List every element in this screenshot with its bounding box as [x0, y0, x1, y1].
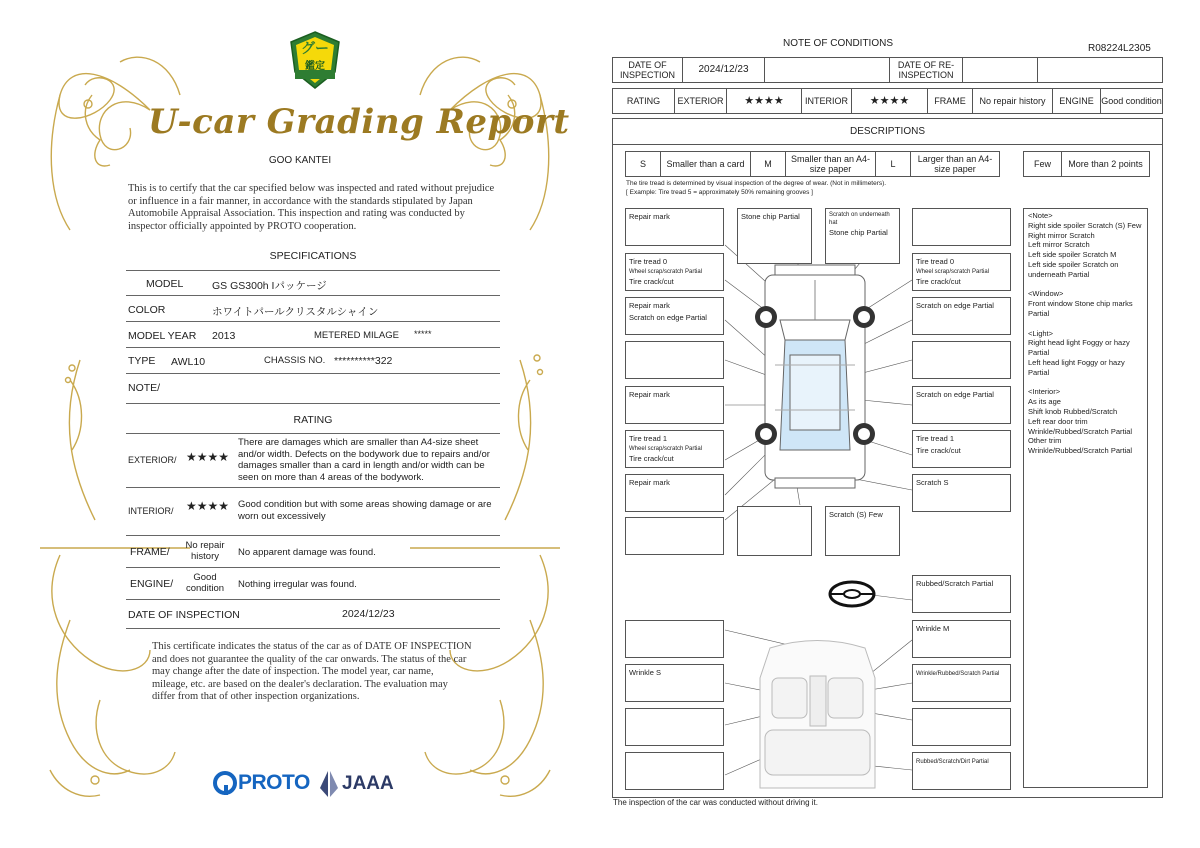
- damage-text: Stone chip Partial: [829, 228, 888, 237]
- frame-label: FRAME/: [130, 546, 170, 558]
- engine-row: [126, 569, 500, 600]
- damage-box-left-front-door: [625, 341, 724, 379]
- legend-m-desc: Smaller than an A4-size paper: [786, 152, 876, 176]
- badge-kanji: 鑑定: [305, 61, 325, 72]
- damage-text: Tire tread 0: [629, 257, 668, 266]
- damage-text: Wrinkle S: [629, 668, 661, 677]
- note-row: [126, 375, 500, 404]
- note-line: <Light>: [1028, 328, 1054, 338]
- damage-text: Tire crack/cut: [916, 446, 961, 455]
- damage-text: Tire tread 0: [916, 257, 955, 266]
- damage-box-rear-door-trim: [912, 752, 1011, 790]
- certificate-intro: This is to certify that the car specified below was inspected and rated without prejudice or influence in a fair manner, in accordance with the standards stipulated by Japan Automobile Appraisal Association. This inspection and rating was conducted by inspector officially appointed by PROTO cooperation.: [128, 183, 495, 232]
- damage-box-trunk: [737, 506, 812, 556]
- note-line: [1028, 378, 1143, 388]
- specifications-title: SPECIFICATIONS: [269, 250, 357, 262]
- legend-m: M: [751, 152, 786, 176]
- date-label: DATE OF INSPECTION: [613, 58, 683, 82]
- note-line: <Note>: [1028, 211, 1053, 220]
- steering-wheel-icon: [828, 580, 876, 608]
- exterior-stars: ★★★★: [727, 89, 802, 113]
- damage-text: Tire crack/cut: [916, 277, 961, 286]
- jaaa-logo-text: JAAA: [342, 773, 394, 794]
- damage-text: Repair mark: [629, 301, 670, 310]
- rating-label: RATING: [613, 89, 675, 113]
- badge-text: グー: [301, 40, 329, 56]
- damage-text: Rubbed/Scratch Partial: [916, 579, 994, 588]
- front-left-tire-icon: [753, 304, 779, 330]
- divider: [126, 433, 500, 434]
- type-label: TYPE: [128, 355, 156, 367]
- damage-box-right-dash: [912, 620, 1011, 658]
- rear-right-tire-icon: [851, 421, 877, 447]
- front-right-tire-icon: [851, 304, 877, 330]
- damage-box-front-lip: [825, 208, 900, 264]
- damage-small-text: Rubbed/Scratch/Dirt Partial: [916, 759, 989, 765]
- sheet-title: NOTE OF CONDITIONS: [783, 38, 893, 49]
- note-line: Left side spoiler Scratch on underneath Partial: [1028, 259, 1119, 279]
- engine-value: Good condition: [1101, 96, 1162, 106]
- damage-box-front-bumper: [625, 208, 724, 246]
- model-value: GS GS300h Iパッケージ: [212, 280, 327, 292]
- note-line: Left rear door trim Wrinkle/Rubbed/Scratch Partial: [1028, 416, 1133, 436]
- damage-box-hood: [737, 208, 812, 264]
- exterior-description: There are damages which are smaller than A4-size sheet and/or width. Defects on the bodywork due to repairs and/or damages smaller than a card in length and/or width can be seen on more than 4 areas of the bodywork.: [238, 437, 490, 483]
- damage-box-right-fender: [912, 297, 1011, 335]
- damage-text: Scratch on edge Partial: [916, 390, 994, 399]
- interior-label: INTERIOR: [802, 89, 852, 113]
- metered-milage-label: METERED MILAGE: [314, 330, 399, 341]
- rating-title: RATING: [293, 414, 333, 426]
- damage-box-dashboard: [625, 620, 724, 658]
- model-year-row: [126, 323, 500, 348]
- damage-text: Scratch S: [916, 478, 949, 487]
- chassis-value: **********322: [334, 355, 393, 367]
- damage-box-right-quarter: [912, 474, 1011, 512]
- damage-box-rear-bumper: [825, 506, 900, 556]
- damage-text: Scratch (S) Few: [829, 510, 883, 519]
- note-line: Left mirror Scratch: [1028, 240, 1090, 250]
- engine-label: ENGINE/: [130, 578, 174, 590]
- date-label: DATE OF INSPECTION: [128, 609, 240, 621]
- type-row: [126, 349, 500, 374]
- exterior-stars: ★★★★: [186, 450, 230, 464]
- note-line: Right side spoiler Scratch (S) Few: [1028, 220, 1142, 230]
- damage-text: Tire crack/cut: [629, 277, 674, 286]
- damage-box-front-right: [912, 208, 1011, 246]
- sheet-footer: The inspection of the car was conducted without driving it.: [613, 798, 818, 807]
- damage-small-text: Wheel scrap/scratch Partial: [629, 269, 703, 275]
- color-label: COLOR: [128, 304, 166, 316]
- metered-milage-value: *****: [414, 329, 432, 339]
- damage-small-text: Scratch on underneath hat: [829, 212, 890, 226]
- damage-text: Scratch on edge Partial: [916, 301, 994, 310]
- damage-box-front-left-tire: [625, 253, 724, 291]
- interior-label: INTERIOR/: [128, 506, 174, 516]
- damage-text: Wrinkle M: [916, 624, 950, 633]
- note-line: Right mirror Scratch: [1028, 230, 1095, 240]
- interior-stars: ★★★★: [852, 89, 928, 113]
- jaaa-logo-icon: [318, 770, 340, 798]
- damage-box-driver-seat: [625, 664, 724, 702]
- note-line: <Window>: [1028, 289, 1064, 299]
- exterior-row: [126, 435, 500, 488]
- note-line: Front window Stone chip marks Partial: [1028, 299, 1133, 318]
- note-line: As its age: [1028, 397, 1061, 407]
- exterior-label: EXTERIOR/: [128, 455, 177, 465]
- note-label: NOTE/: [128, 382, 161, 394]
- note-of-conditions-sheet: [600, 0, 1200, 848]
- legend-l: L: [876, 152, 911, 176]
- model-row: [126, 272, 500, 296]
- notes-panel: [1023, 208, 1148, 788]
- damage-box-center-console: [625, 708, 724, 746]
- legend-l-desc: Larger than an A4-size paper: [917, 154, 993, 174]
- model-year-value: 2013: [212, 330, 236, 342]
- damage-small-text: Wheel scrap/scratch Partial: [629, 446, 703, 452]
- damage-box-rear-seat: [625, 752, 724, 790]
- damage-text: Repair mark: [629, 390, 670, 399]
- damage-text: Stone chip Partial: [741, 212, 800, 221]
- model-label: MODEL: [146, 278, 184, 290]
- date-value: 2024/12/23: [342, 608, 395, 620]
- color-row: [126, 297, 500, 322]
- damage-box-right-front-door: [912, 341, 1011, 379]
- damage-box-rear-left-tire: [625, 430, 724, 468]
- damage-box-passenger-seat: [912, 708, 1011, 746]
- car-interior-diagram: [750, 638, 885, 798]
- descriptions-title: DESCRIPTIONS: [849, 126, 925, 137]
- damage-box-steering: [912, 575, 1011, 613]
- damage-box-rear-left: [625, 517, 724, 555]
- engine-value: Good condition: [185, 572, 225, 594]
- date-value: 2024/12/23: [683, 58, 765, 82]
- chassis-label: CHASSIS NO.: [264, 355, 326, 366]
- legend-few: Few: [1024, 152, 1062, 176]
- legend-few-desc: More than 2 points: [1068, 159, 1143, 169]
- exterior-label: EXTERIOR: [675, 89, 727, 113]
- car-top-view-diagram: [755, 260, 875, 490]
- damage-small-text: Wheel scrap/scratch Partial: [916, 269, 990, 275]
- date-of-inspection-row: [126, 601, 500, 629]
- reference-number: R08224L2305: [1088, 43, 1151, 54]
- damage-text: Tire tread 1: [629, 434, 668, 443]
- notes-list: [1028, 211, 1143, 456]
- damage-box-front-door-trim: [912, 664, 1011, 702]
- note-line: Left head light Foggy or hazy Partial: [1028, 357, 1125, 377]
- certificate-subtitle: GOO KANTEI: [268, 155, 332, 166]
- damage-box-right-rear-door: [912, 386, 1011, 424]
- note-line: Left side spoiler Scratch M: [1028, 250, 1117, 260]
- note-line: <Interior>: [1028, 387, 1061, 397]
- tire-note: The tire tread is determined by visual inspection of the degree of wear. (Not in millimeters).: [626, 180, 887, 187]
- damage-text: Tire crack/cut: [629, 454, 674, 463]
- note-line: Other trim Wrinkle/Rubbed/Scratch Partial: [1028, 436, 1133, 456]
- legend-s-desc: Smaller than a card: [661, 152, 751, 176]
- divider: [126, 270, 500, 271]
- frame-value: No repair history: [973, 89, 1053, 113]
- color-value: ホワイトパールクリスタルシャイン: [212, 306, 379, 318]
- proto-logo-icon: [212, 770, 238, 796]
- interior-description: Good condition but with some areas showing damage or are worn out excessively: [238, 499, 492, 522]
- proto-logo-text: PROTO: [238, 771, 310, 794]
- certificate-footer: This certificate indicates the status of the car as of DATE OF INSPECTION and does not guarantee the quality of the car onwards. The status of the car may change after the date of inspection. The model year, car name, mileage, etc. are based on the dealer's declaration. The evaluation may differ from that of other inspection organizations.: [152, 641, 472, 702]
- type-value: AWL10: [171, 356, 206, 368]
- reinspection-label: DATE OF RE-INSPECTION: [889, 58, 963, 82]
- damage-text: Repair mark: [629, 212, 670, 221]
- legend-s: S: [626, 152, 661, 176]
- frame-description: No apparent damage was found.: [238, 547, 376, 558]
- damage-small-text: Wrinkle/Rubbed/Scratch Partial: [916, 671, 1000, 677]
- damage-text: Tire tread 1: [916, 434, 955, 443]
- frame-label: FRAME: [928, 89, 973, 113]
- damage-box-left-rear-door: [625, 386, 724, 424]
- damage-box-left-fender: [625, 297, 724, 335]
- certificate-title: U-car Grading Report: [148, 102, 570, 142]
- damage-box-front-right-tire: [912, 253, 1011, 291]
- damage-text: Scratch on edge Partial: [629, 313, 707, 322]
- frame-row: [126, 537, 500, 568]
- note-line: Shift knob Rubbed/Scratch: [1028, 406, 1118, 416]
- frame-value: No repair history: [185, 540, 225, 562]
- damage-box-rear-right-tire: [912, 430, 1011, 468]
- note-line: Right head light Foggy or hazy Partial: [1028, 338, 1130, 358]
- model-year-label: MODEL YEAR: [128, 330, 197, 342]
- engine-label: ENGINE: [1053, 89, 1101, 113]
- note-line: [1028, 280, 1143, 290]
- damage-text: Repair mark: [629, 478, 670, 487]
- engine-description: Nothing irregular was found.: [238, 579, 357, 590]
- interior-row: [126, 489, 500, 536]
- note-line: [1028, 319, 1143, 329]
- rear-left-tire-icon: [753, 421, 779, 447]
- interior-stars: ★★★★: [186, 499, 230, 513]
- damage-box-left-quarter: [625, 474, 724, 512]
- tire-example: [ Example: Tire tread 5 = approximately 50% remaining grooves ]: [626, 189, 813, 196]
